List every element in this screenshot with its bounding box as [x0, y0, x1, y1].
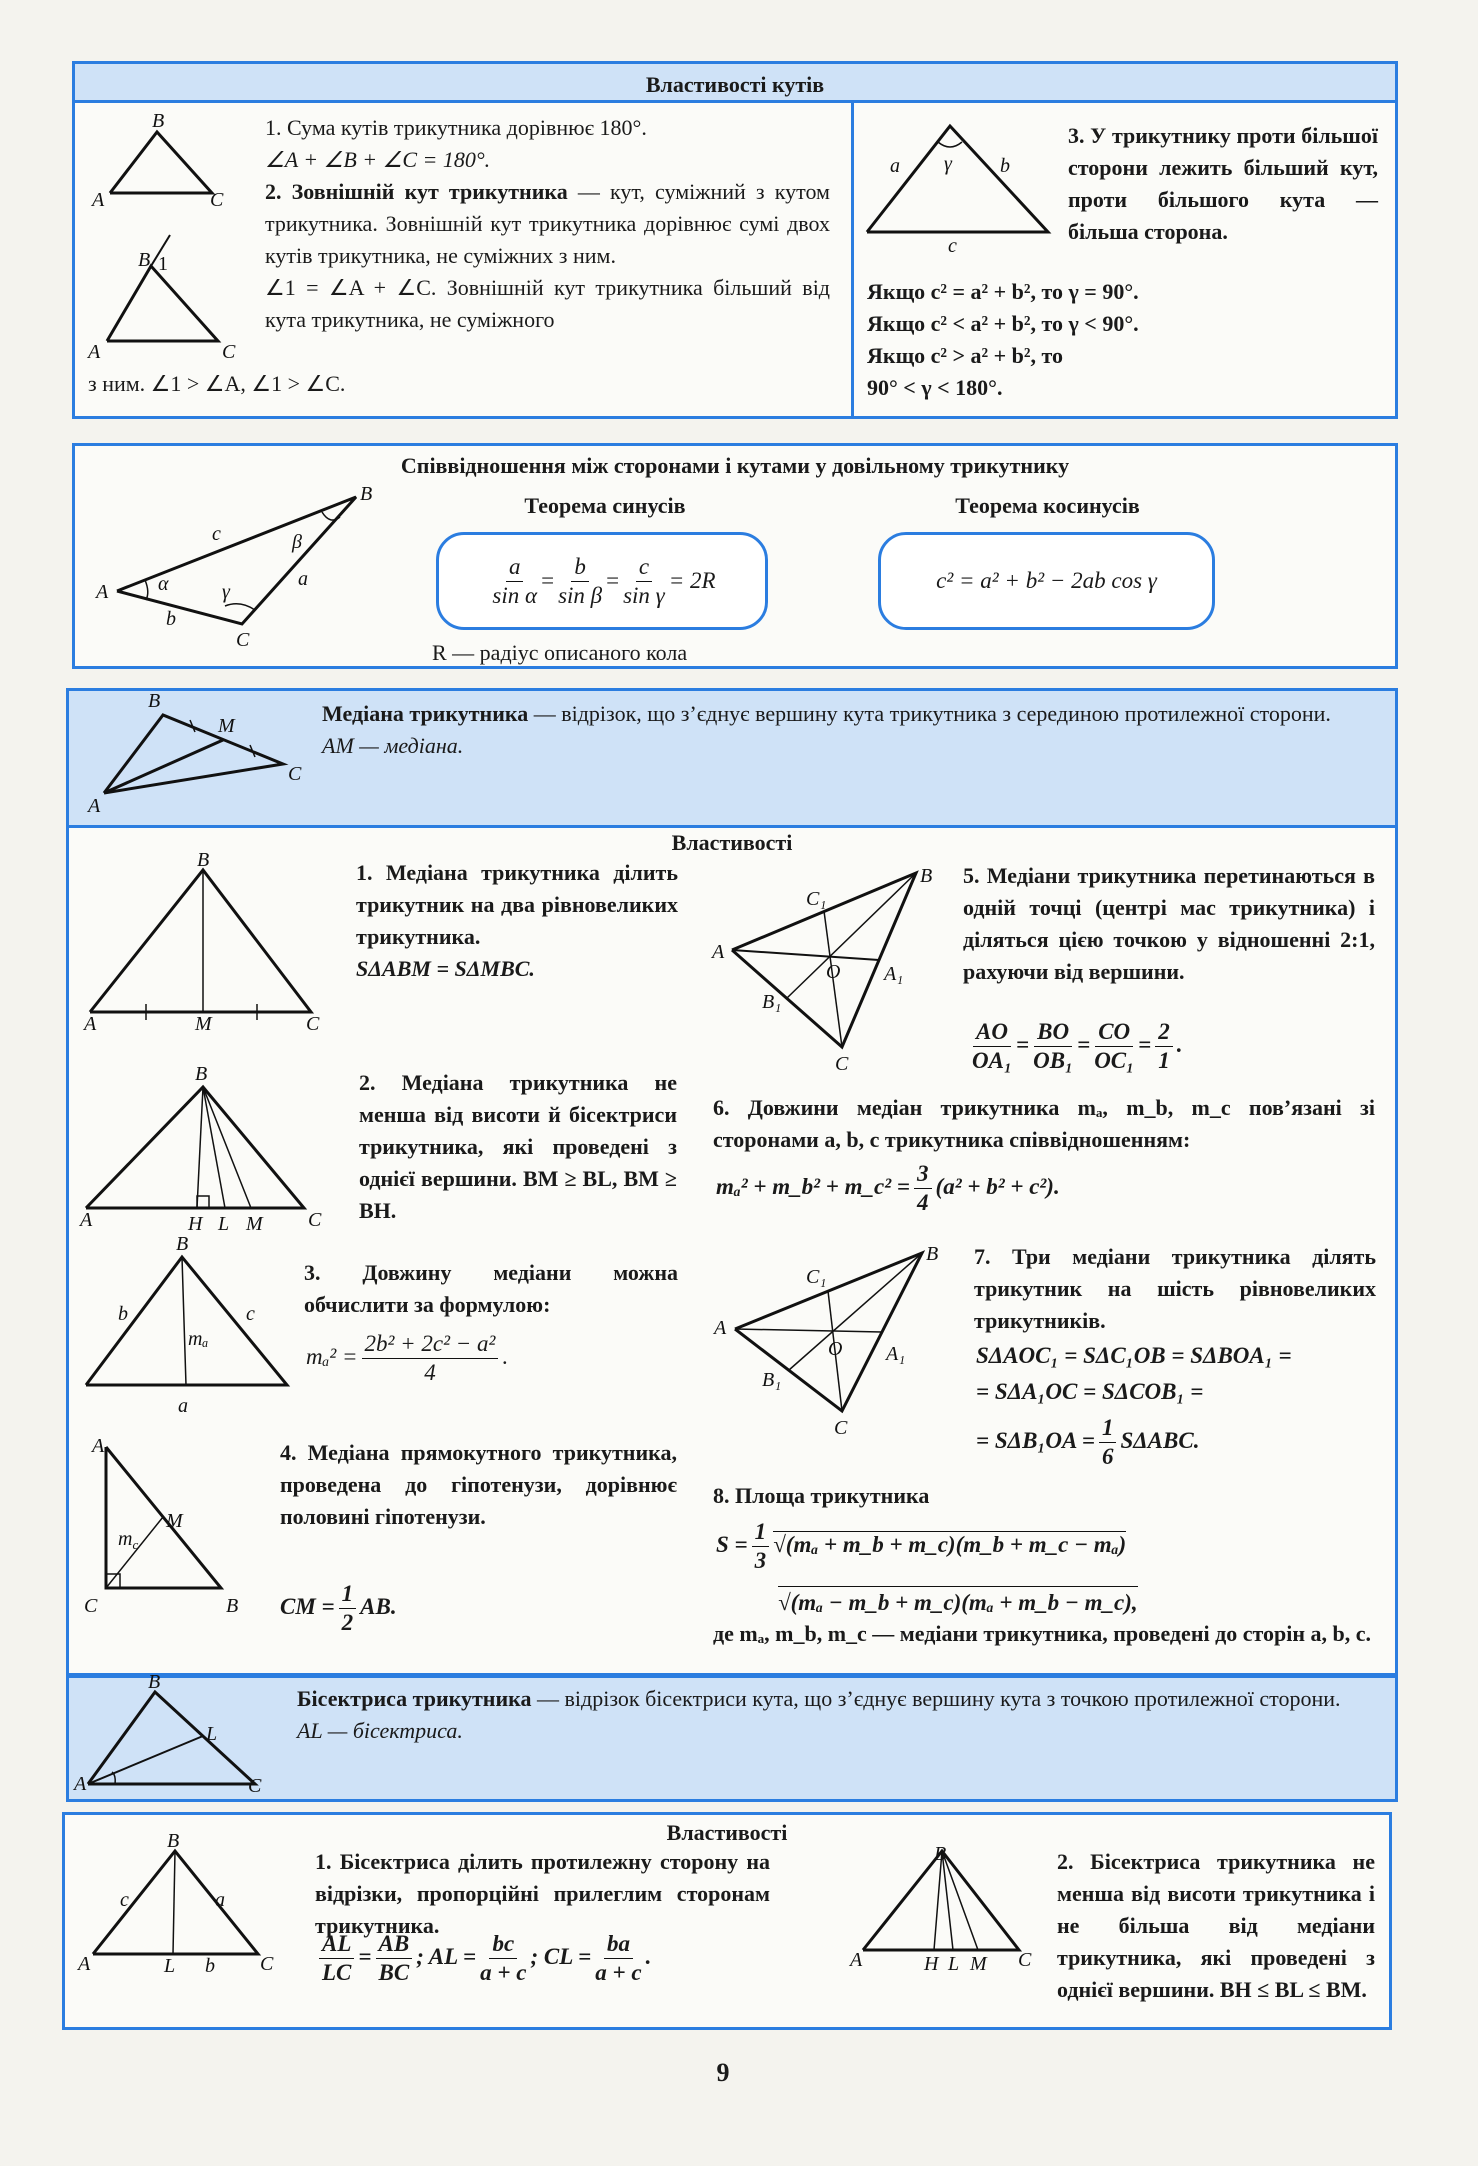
angles-title: Властивості кутів — [645, 72, 825, 97]
svg-text:H: H — [924, 1953, 939, 1975]
svg-text:C: C — [288, 763, 302, 785]
svg-text:C: C — [248, 1775, 262, 1797]
svg-text:B: B — [926, 1243, 939, 1265]
svg-text:B: B — [197, 849, 210, 871]
svg-text:B: B — [226, 1595, 239, 1617]
angle-sum-formula: ∠A + ∠B + ∠C = 180°. — [265, 147, 491, 172]
median-term: Медіана трикутника — [322, 701, 529, 726]
bisector-definition — [297, 1683, 1374, 1747]
median-property-6: 6. Довжини медіан трикутника mₐ, m_b, m_c пов’язані зі сторонами a, b, c трикутника співвідношенням: — [713, 1095, 1375, 1152]
svg-text:a: a — [178, 1395, 188, 1417]
svg-text:A: A — [712, 941, 725, 963]
svg-text:B: B — [148, 1671, 161, 1693]
svg-text:M: M — [218, 715, 235, 737]
svg-text:mc: $m_c$ — [118, 1528, 139, 1552]
centroid-ratio-formula: $\frac{AO}{\text{OA₁}}$ = $\frac{BO}{\text{OB₁}}$ = $\frac{CO}{\text{OC₁}}$ = $\frac{2}{1}$ . — [972, 1019, 1183, 1073]
svg-text:b: b — [205, 1955, 215, 1977]
svg-text:γ: γ — [944, 153, 952, 175]
svg-text:A: A — [92, 189, 105, 211]
six-areas-formula-2: = SΔA₁OC = SΔCOB₁ = — [976, 1379, 1204, 1404]
svg-text:M: M — [970, 1953, 987, 1975]
svg-text:C: C — [260, 1953, 274, 1975]
median-property-3: 3. Довжину медіани можна обчислити за формулою: — [304, 1260, 678, 1317]
bisector-definition-text: — відрізок бісектриси кута, що з’єднує вершину кута з точкою протилежної сторони. — [531, 1686, 1341, 1711]
svg-text:O: O — [826, 961, 841, 983]
svg-text:B: B — [920, 865, 933, 887]
svg-text:A: A — [80, 1209, 93, 1231]
svg-text:A: A — [714, 1317, 727, 1339]
angle-sum-text: 1. Сума кутів трикутника дорівнює 180°. — [265, 115, 647, 140]
bisector-example: AL — бісектриса. — [297, 1718, 463, 1743]
svg-text:C: C — [236, 629, 250, 651]
svg-text:L: L — [218, 1213, 230, 1235]
svg-text:A₁: A₁ — [886, 1343, 906, 1365]
svg-text:H: H — [188, 1213, 203, 1235]
svg-text:γ: γ — [222, 581, 230, 603]
exterior-angle-comparison: ∠1 = ∠A + ∠C. Зовнішній кут трикутника більший від кута трикутника, не суміжного — [265, 275, 830, 332]
exterior-angle-term: 2. Зовнішній кут трикутника — [265, 179, 568, 204]
median-property-5: 5. Медіани трикутника перетинаються в одній точці (центрі мас трикутника) і діляться цією точкою у відношенні 2:1, рахуючи від вершини. — [963, 863, 1375, 984]
svg-text:α: α — [158, 573, 169, 595]
exterior-angle-text — [265, 176, 830, 272]
svg-text:A: A — [88, 795, 101, 817]
svg-text:C: C — [834, 1417, 848, 1439]
svg-text:B: B — [167, 1830, 180, 1852]
bisector-properties-title: Властивості — [666, 1820, 788, 1845]
svg-text:c: c — [212, 523, 221, 545]
cosine-theorem-title: Теорема косинусів — [955, 493, 1140, 518]
svg-text:mₐ: mₐ — [188, 1328, 209, 1350]
svg-text:B: B — [138, 249, 151, 271]
six-areas-formula-3: = SΔB₁OA = $\frac{1}{6}$ SΔABC. — [976, 1415, 1200, 1469]
angle-property-1 — [265, 112, 830, 336]
svg-text:A: A — [850, 1949, 863, 1971]
median-property-1-text: 1. Медіана трикутника ділить трикутник на два рівновеликих трикутника. — [356, 860, 678, 949]
svg-text:C₁: C₁ — [806, 888, 827, 910]
svg-text:C: C — [835, 1053, 849, 1075]
median-property-1 — [356, 857, 678, 985]
area-by-medians-note: де mₐ, m_b, m_c — медіани трикутника, проведені до сторін a, b, c. — [713, 1621, 1372, 1646]
svg-text:B: B — [195, 1063, 208, 1085]
sine-theorem-formula: $\frac{a}{\text{sin α}}$ = $\frac{b}{\text{sin β}}$ = $\frac{c}{\text{sin γ}}$ = 2R — [436, 532, 768, 630]
bisector-proportion-formula: $\frac{AL}{LC}$ = $\frac{AB}{BC}$ ; AL = $\frac{bc}{a + c}$ ; CL = $\frac{ba}{a + c}$ . — [315, 1930, 651, 1987]
svg-text:L: L — [164, 1955, 176, 1977]
median-property-4: 4. Медіана прямокутного трикутника, проведена до гіпотенузи, дорівнює половині гіпотенузи. — [280, 1440, 677, 1529]
median-example: AM — медіана. — [322, 733, 464, 758]
svg-text:a: a — [215, 1889, 225, 1911]
median-length-formula: mₐ² = $\frac{\text{2b² + 2c² − a²}}{4}$ . — [306, 1331, 509, 1385]
case-right: Якщо c² = a² + b², то γ = 90°. — [867, 279, 1139, 304]
case-acute: Якщо c² < a² + b², то γ < 90°. — [867, 311, 1139, 336]
svg-text:L: L — [206, 1723, 218, 1745]
svg-text:A: A — [78, 1953, 91, 1975]
svg-text:C: C — [84, 1595, 98, 1617]
svg-text:A: A — [74, 1773, 87, 1795]
page-number: 9 — [716, 2058, 730, 2087]
relations-title: Співвідношення між сторонами і кутами у довільному трикутнику — [400, 453, 1070, 478]
svg-text:a: a — [890, 155, 900, 177]
angle-cases — [867, 276, 1387, 404]
bisector-property-2: 2. Бісектриса трикутника не менша від висоти трикутника і не більша від медіани трикутника, які проведені з однієї вершини. BH ≤ BL ≤ BM. — [1057, 1849, 1375, 2002]
svg-text:C: C — [210, 189, 224, 211]
six-areas-formula-1: SΔAOC₁ = SΔC₁OB = SΔBOA₁ = — [976, 1343, 1292, 1368]
median-property-2: 2. Медіана трикутника не менша від висоти й бісектриси трикутника, які проведені з однієї вершини. BM ≥ BL, BM ≥ BH. — [359, 1070, 677, 1223]
svg-text:O: O — [828, 1338, 843, 1360]
svg-text:B: B — [152, 110, 165, 132]
cosine-theorem-formula: c² = a² + b² − 2ab cos γ — [878, 532, 1215, 630]
svg-text:c: c — [120, 1889, 129, 1911]
svg-text:b: b — [1000, 155, 1010, 177]
svg-text:B: B — [934, 1843, 947, 1865]
svg-text:A₁: A₁ — [884, 963, 904, 985]
svg-text:M: M — [195, 1013, 212, 1035]
case-obtuse-range: 90° < γ < 180°. — [867, 375, 1003, 400]
median-properties-title: Властивості — [671, 830, 793, 855]
right-triangle-median-formula: CM = $\frac{1}{2}$ AB. — [280, 1581, 397, 1635]
median-definition-text: — відрізок, що з’єднує вершину кута трикутника з серединою протилежної сторони. — [528, 701, 1331, 726]
svg-text:C: C — [308, 1209, 322, 1231]
svg-text:b: b — [166, 608, 176, 630]
svg-text:A: A — [88, 341, 101, 363]
svg-text:C: C — [1018, 1949, 1032, 1971]
svg-text:a: a — [298, 568, 308, 590]
median-definition — [322, 698, 1374, 762]
median-area-formula: SΔABM = SΔMBC. — [356, 956, 535, 981]
svg-text:β: β — [292, 531, 302, 553]
circumradius-note: R — радіус описаного кола — [432, 640, 688, 665]
svg-text:A: A — [92, 1435, 105, 1457]
svg-text:1: 1 — [158, 253, 168, 275]
svg-text:A: A — [84, 1013, 97, 1035]
svg-text:C: C — [222, 341, 236, 363]
svg-text:B: B — [148, 690, 161, 712]
exterior-angle-conclusion: з ним. ∠1 > ∠A, ∠1 > ∠C. — [88, 371, 346, 396]
svg-text:A: A — [96, 581, 109, 603]
median-property-7: 7. Три медіани трикутника ділять трикутник на шість рівновеликих трикутників. — [974, 1244, 1376, 1333]
median-property-8: 8. Площа трикутника — [713, 1483, 930, 1508]
svg-text:B₁: B₁ — [762, 1369, 782, 1391]
svg-text:L: L — [948, 1953, 960, 1975]
svg-text:B₁: B₁ — [762, 991, 782, 1013]
angle-property-3: 3. У трикутнику проти більшої сторони лежить більший кут, проти більшого кута — більша сторона. — [1068, 123, 1378, 244]
case-obtuse: Якщо c² > a² + b², то — [867, 343, 1064, 368]
area-by-medians-formula-2: √(mₐ − m_b + m_c)(mₐ + m_b − m_c), — [778, 1586, 1138, 1619]
svg-text:C₁: C₁ — [806, 1266, 827, 1288]
sine-theorem-title: Теорема синусів — [524, 493, 686, 518]
bisector-property-1: 1. Бісектриса ділить протилежну сторону на відрізки, пропорційні прилеглим сторонам трикутника. — [315, 1849, 770, 1938]
svg-text:B: B — [176, 1233, 189, 1255]
svg-text:B: B — [360, 483, 373, 505]
svg-text:c: c — [948, 235, 957, 257]
median-sum-formula: mₐ² + m_b² + m_c² = $\frac{3}{4}$ (a² + b² + c²). — [716, 1161, 1060, 1215]
bisector-term: Бісектриса трикутника — [297, 1686, 532, 1711]
exterior-angle-definition: — кут, суміжний з кутом трикутника. Зовнішній кут трикутника дорівнює сумі двох кутів трикутника, не суміжних з ним. — [265, 179, 830, 268]
svg-text:C: C — [306, 1013, 320, 1035]
svg-text:M: M — [246, 1213, 263, 1235]
svg-text:c: c — [246, 1303, 255, 1325]
svg-text:M: M — [166, 1510, 183, 1532]
area-by-medians-formula-1: S = $\frac{1}{3}$ √(mₐ + m_b + m_c)(m_b + m_c − mₐ) — [716, 1519, 1127, 1573]
svg-text:b: b — [118, 1303, 128, 1325]
